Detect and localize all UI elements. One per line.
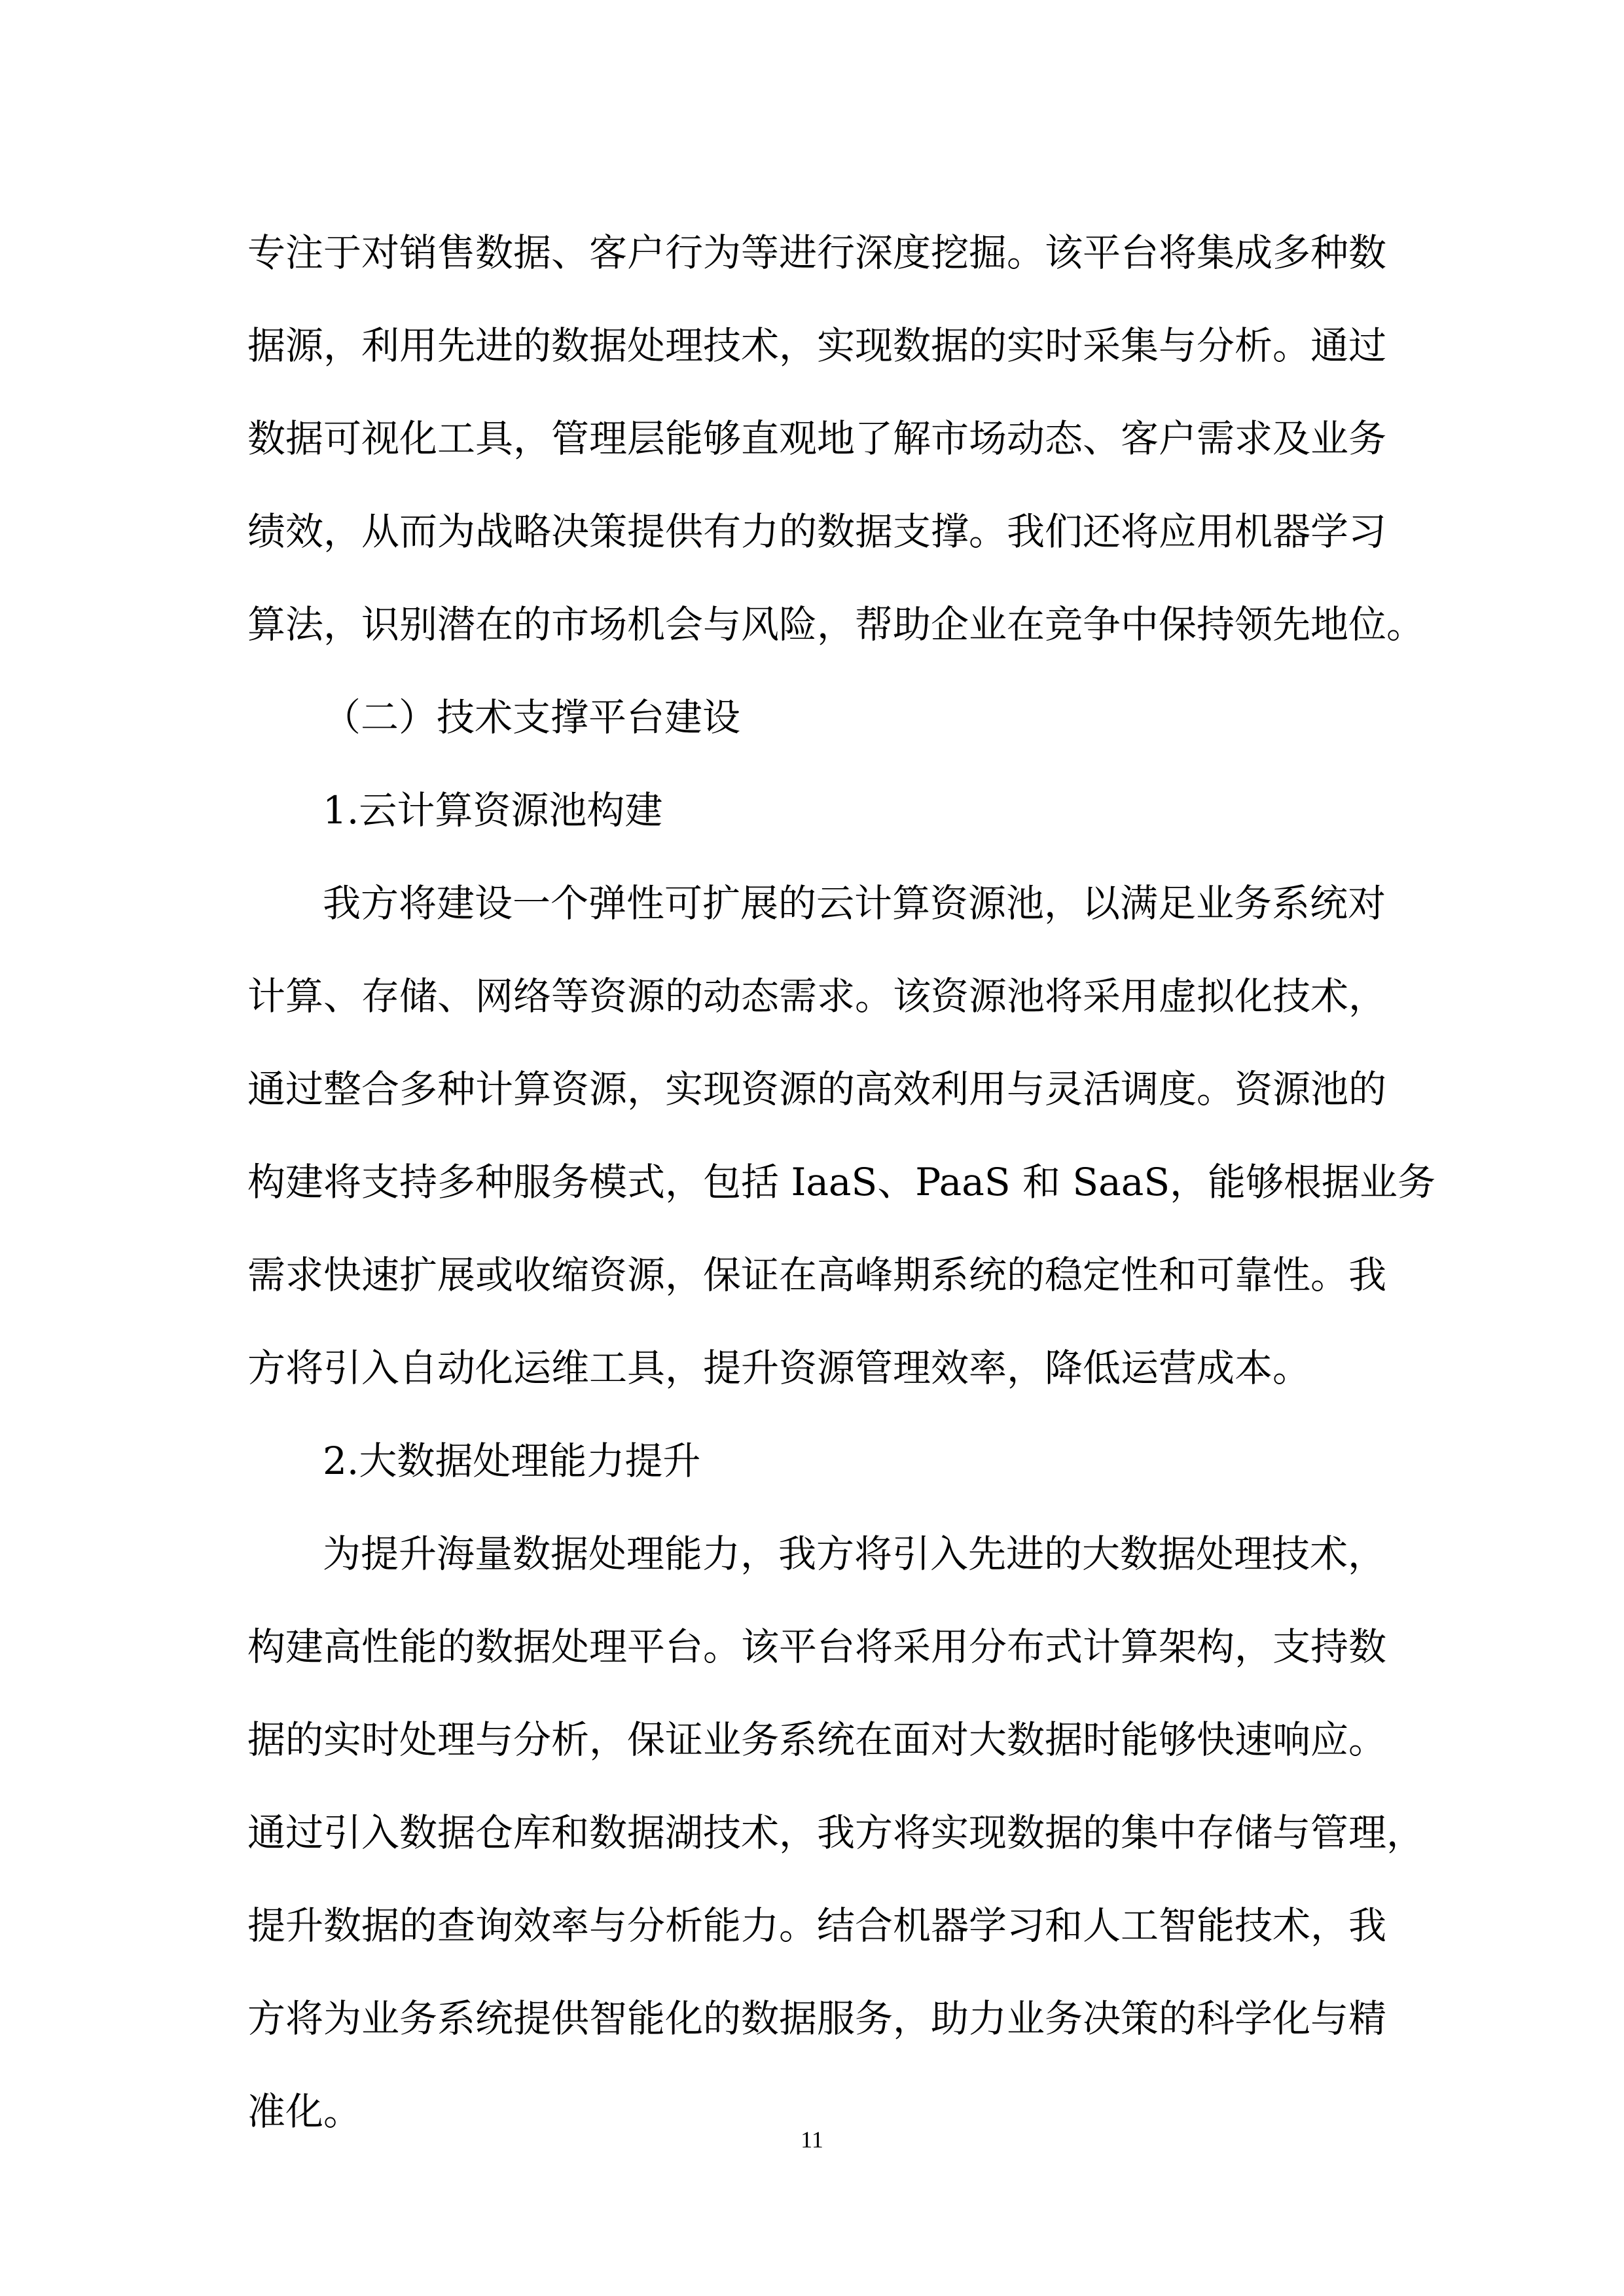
text-line: 我方将建设一个弹性可扩展的云计算资源池，以满足业务系统对 <box>323 881 1386 925</box>
text-line: 方将引入自动化运维工具，提升资源管理效率，降低运营成本。 <box>247 1346 1311 1390</box>
body-text <box>247 206 1436 2158</box>
text-line: 需求快速扩展或收缩资源，保证在高峰期系统的稳定性和可靠性。我 <box>247 1253 1387 1297</box>
text-line: 通过整合多种计算资源，实现资源的高效利用与灵活调度。资源池的 <box>247 1067 1387 1111</box>
text-line: 提升数据的查询效率与分析能力。结合机器学习和人工智能技术，我 <box>247 1903 1387 1948</box>
text-line: 方将为业务系统提供智能化的数据服务，助力业务决策的科学化与精 <box>247 1996 1387 2041</box>
subsection-heading: 1.云计算资源池构建 <box>323 788 663 833</box>
text-line: 准化。 <box>247 2089 362 2134</box>
text-line: 为提升海量数据处理能力，我方将引入先进的大数据处理技术， <box>323 1532 1386 1576</box>
text-line: 专注于对销售数据、客户行为等进行深度挖掘。该平台将集成多种数 <box>247 230 1387 275</box>
section-heading: （二）技术支撑平台建设 <box>323 695 741 740</box>
text-line: 构建高性能的数据处理平台。该平台将采用分布式计算架构，支持数 <box>247 1624 1387 1669</box>
text-line: 通过引入数据仓库和数据湖技术，我方将实现数据的集中存储与管理， <box>247 1810 1425 1855</box>
text-line: 计算、存储、网络等资源的动态需求。该资源池将采用虚拟化技术， <box>247 974 1387 1018</box>
text-line: 据源，利用先进的数据处理技术，实现数据的实时采集与分析。通过 <box>247 323 1387 368</box>
text-line: 算法，识别潜在的市场机会与风险，帮助企业在竞争中保持领先地位。 <box>247 602 1425 647</box>
text-line: 据的实时处理与分析，保证业务系统在面对大数据时能够快速响应。 <box>247 1717 1387 1762</box>
text-line: 数据可视化工具，管理层能够直观地了解市场动态、客户需求及业务 <box>247 416 1387 461</box>
page-number: 11 <box>801 2126 823 2153</box>
text-line: 构建将支持多种服务模式，包括 IaaS、PaaS 和 SaaS，能够根据业务 <box>247 1160 1436 1204</box>
subsection-heading: 2.大数据处理能力提升 <box>323 1439 701 1483</box>
text-line: 绩效，从而为战略决策提供有力的数据支撑。我们还将应用机器学习 <box>247 509 1387 554</box>
